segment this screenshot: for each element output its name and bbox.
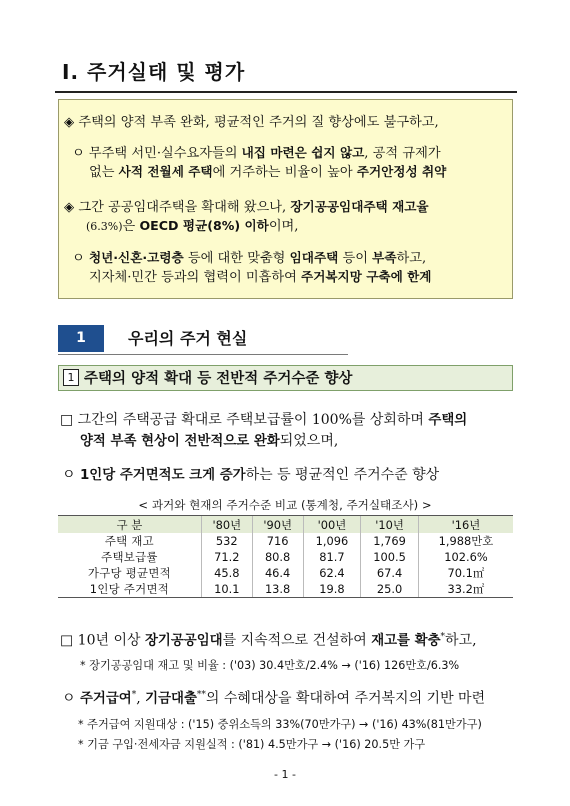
subsection-number-box: 1 (63, 369, 79, 386)
footnote-2: * 주거급여 지원대상 : ('15) 중위소득의 33%(70만가구) → ('16) 43%(81만가구) (78, 718, 482, 731)
table-cell: 67.4 (361, 565, 419, 581)
summary-line-2: ㅇ 무주택 서민·실수요자들의 내집 마련은 쉽지 않고, 공적 규제가 (72, 145, 441, 161)
table-cell: 1,769 (361, 533, 419, 549)
table-cell: 33.2㎡ (418, 581, 513, 598)
table-header-cell: '90년 (252, 516, 303, 534)
table-caption: < 과거와 현재의 주거수준 비교 (통계청, 주거실태조사) > (138, 498, 432, 512)
table-row (58, 549, 513, 565)
table-header-cell: '16년 (418, 516, 513, 534)
summary-line-3: 없는 사적 전월세 주택에 거주하는 비율이 높아 주거안정성 취약 (89, 164, 447, 180)
table-header-row (58, 516, 513, 534)
table-cell: 13.8 (252, 581, 303, 598)
section-title: 우리의 주거 현실 (128, 329, 248, 348)
housing-comparison-table (58, 515, 513, 598)
table-cell: 46.4 (252, 565, 303, 581)
table-cell: 1,988만호 (418, 533, 513, 549)
summary-line-7: 지자체·민간 등과의 협력이 미흡하여 주거복지망 구축에 한계 (89, 269, 432, 285)
table-row (58, 565, 513, 581)
section-number-badge: 1 (58, 325, 104, 352)
footnote-3: * 기금 구입·전세자금 지원실적 : ('81) 4.5만가구 → ('16) 20.5만 가구 (78, 738, 426, 751)
page-number: - 1 - (274, 768, 296, 781)
summary-line-1: ◈ 주택의 양적 부족 완화, 평균적인 주거의 질 향상에도 불구하고, (64, 115, 439, 130)
table-cell: 70.1㎡ (418, 565, 513, 581)
table-cell: 716 (252, 533, 303, 549)
table-cell: 100.5 (361, 549, 419, 565)
subsection-title: 주택의 양적 확대 등 전반적 주거수준 향상 (84, 371, 353, 387)
table-row (58, 533, 513, 549)
table-cell: 가구당 평균면적 (87, 566, 171, 580)
table-cell: 1,096 (303, 533, 361, 549)
table-cell: 62.4 (303, 565, 361, 581)
table-row (58, 581, 513, 598)
summary-line-5: (6.3%)은 OECD 평균(8%) 이하이며, (86, 218, 299, 234)
table-cell: 10.1 (201, 581, 252, 598)
title-divider (55, 91, 517, 93)
summary-line-6: ㅇ 청년·신혼·고령층 등에 대한 맞춤형 임대주택 등이 부족하고, (72, 250, 427, 266)
table-cell: 1인당 주거면적 (58, 581, 201, 598)
paragraph-3: □ 10년 이상 장기공공임대를 지속적으로 건설하여 재고를 확충*하고, (60, 632, 477, 649)
page-title: Ⅰ. 주거실태 및 평가 (62, 60, 246, 84)
table-header-cell: '80년 (201, 516, 252, 534)
table-cell: 71.2 (201, 549, 252, 565)
table-header-cell: '10년 (361, 516, 419, 534)
table-cell: 80.8 (252, 549, 303, 565)
table-cell: 45.8 (201, 565, 252, 581)
section-divider (58, 354, 348, 355)
footnote-1: * 장기공공임대 재고 및 비율 : ('03) 30.4만호/2.4% → ('16) 126만호/6.3% (80, 659, 460, 672)
paragraph-1-line-2: 양적 부족 현상이 전반적으로 완화되었으며, (80, 433, 339, 449)
table-cell: 19.8 (303, 581, 361, 598)
table-cell: 25.0 (361, 581, 419, 598)
paragraph-2: ㅇ 1인당 주거면적도 크게 증가하는 등 평균적인 주거수준 향상 (62, 467, 440, 483)
table-cell: 532 (201, 533, 252, 549)
table-header-cell: '00년 (303, 516, 361, 534)
paragraph-4: ㅇ 주거급여*, 기금대출**의 수혜대상을 확대하여 주거복지의 기반 마련 (62, 690, 486, 707)
table-header-cell: 구 분 (58, 516, 201, 534)
table-cell: 81.7 (303, 549, 361, 565)
summary-line-4: ◈ 그간 공공임대주택을 확대해 왔으나, 장기공공임대주택 재고율 (64, 199, 429, 215)
paragraph-1-line-1: □ 그간의 주택공급 확대로 주택보급률이 100%를 상회하며 주택의 (60, 412, 468, 428)
table-cell: 주택 재고 (104, 534, 154, 548)
table-cell: 102.6% (418, 549, 513, 565)
table-cell: 주택보급률 (101, 550, 158, 564)
